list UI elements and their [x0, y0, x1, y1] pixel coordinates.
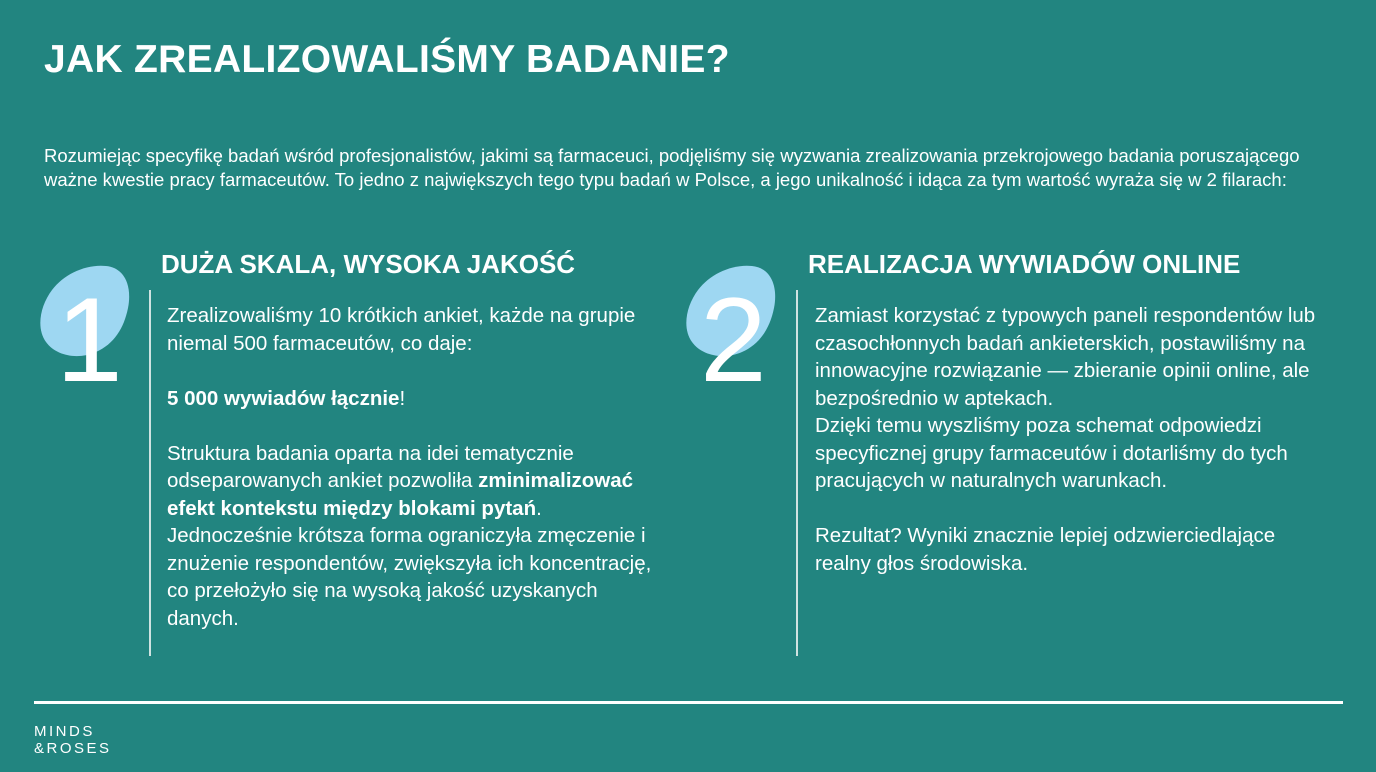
pillar-1-p3-start: Struktura badania oparta na idei tematycznie odseparowanych ankiet pozwoliła — [167, 441, 574, 492]
pillar-1-number: 1 — [56, 273, 123, 407]
pillar-2-divider — [796, 290, 798, 656]
pillar-1-paragraph-3 — [167, 440, 667, 633]
pillar-2-heading: REALIZACJA WYWIADÓW ONLINE — [808, 249, 1241, 279]
pillar-1-highlight-line — [167, 385, 667, 413]
page-title: JAK ZREALIZOWALIŚMY BADANIE? — [44, 38, 730, 81]
pillar-2-number: 2 — [700, 273, 767, 407]
intro-paragraph: Rozumiejąc specyfikę badań wśród profesjonalistów, jakimi są farmaceuci, podjęliśmy się wyzwania zrealizowania przekrojowego badania poruszającego ważne kwestie pracy farmaceutów. To jedno z największych tego typu badań w Polsce, a jego unikalność i idąca za tym wartość wyraża się w 2 filarach: — [44, 145, 1300, 190]
logo-line-2: &ROSES — [34, 740, 112, 757]
pillar-1-paragraph-1: Zrealizowaliśmy 10 krótkich ankiet, każde na grupie niemal 500 farmaceutów, co daje: — [167, 304, 636, 355]
pillar-2-paragraph-2: Dzięki temu wyszliśmy poza schemat odpowiedzi specyficznej grupy farmaceutów i dotarliśmy do tych pracujących w naturalnych warunkach. — [815, 414, 1288, 492]
pillar-1-highlight-suffix: ! — [399, 386, 406, 410]
pillar-1-heading: DUŻA SKALA, WYSOKA JAKOŚĆ — [161, 249, 576, 279]
pillar-1-body — [167, 302, 667, 632]
logo-line-1: MINDS — [34, 723, 95, 740]
pillar-1-p3-bold: zminimalizować efekt kontekstu między blokami pytań — [167, 469, 634, 520]
minds-roses-logo — [34, 723, 112, 757]
pillar-1-p3-end: . Jednocześnie krótsza forma ograniczyła zmęczenie i znużenie respondentów, zwiększyła ich koncentrację, co przełożyło się na wysoką jakość uzyskanych danych. — [167, 496, 652, 630]
pillar-1-highlight: 5 000 wywiadów łącznie — [167, 386, 400, 410]
pillar-2-paragraph-3: Rezultat? Wyniki znacznie lepiej odzwierciedlające realny głos środowiska. — [815, 524, 1276, 575]
pillar-2-body — [815, 302, 1325, 577]
footer-divider — [34, 701, 1343, 704]
pillar-2-paragraph-1: Zamiast korzystać z typowych paneli respondentów lub czasochłonnych badań ankieterskich, postawiliśmy na innowacyjne rozwiązanie — zbieranie opinii online, ale bezpośrednio w aptekach. — [815, 304, 1316, 410]
pillar-1-divider — [149, 290, 151, 656]
